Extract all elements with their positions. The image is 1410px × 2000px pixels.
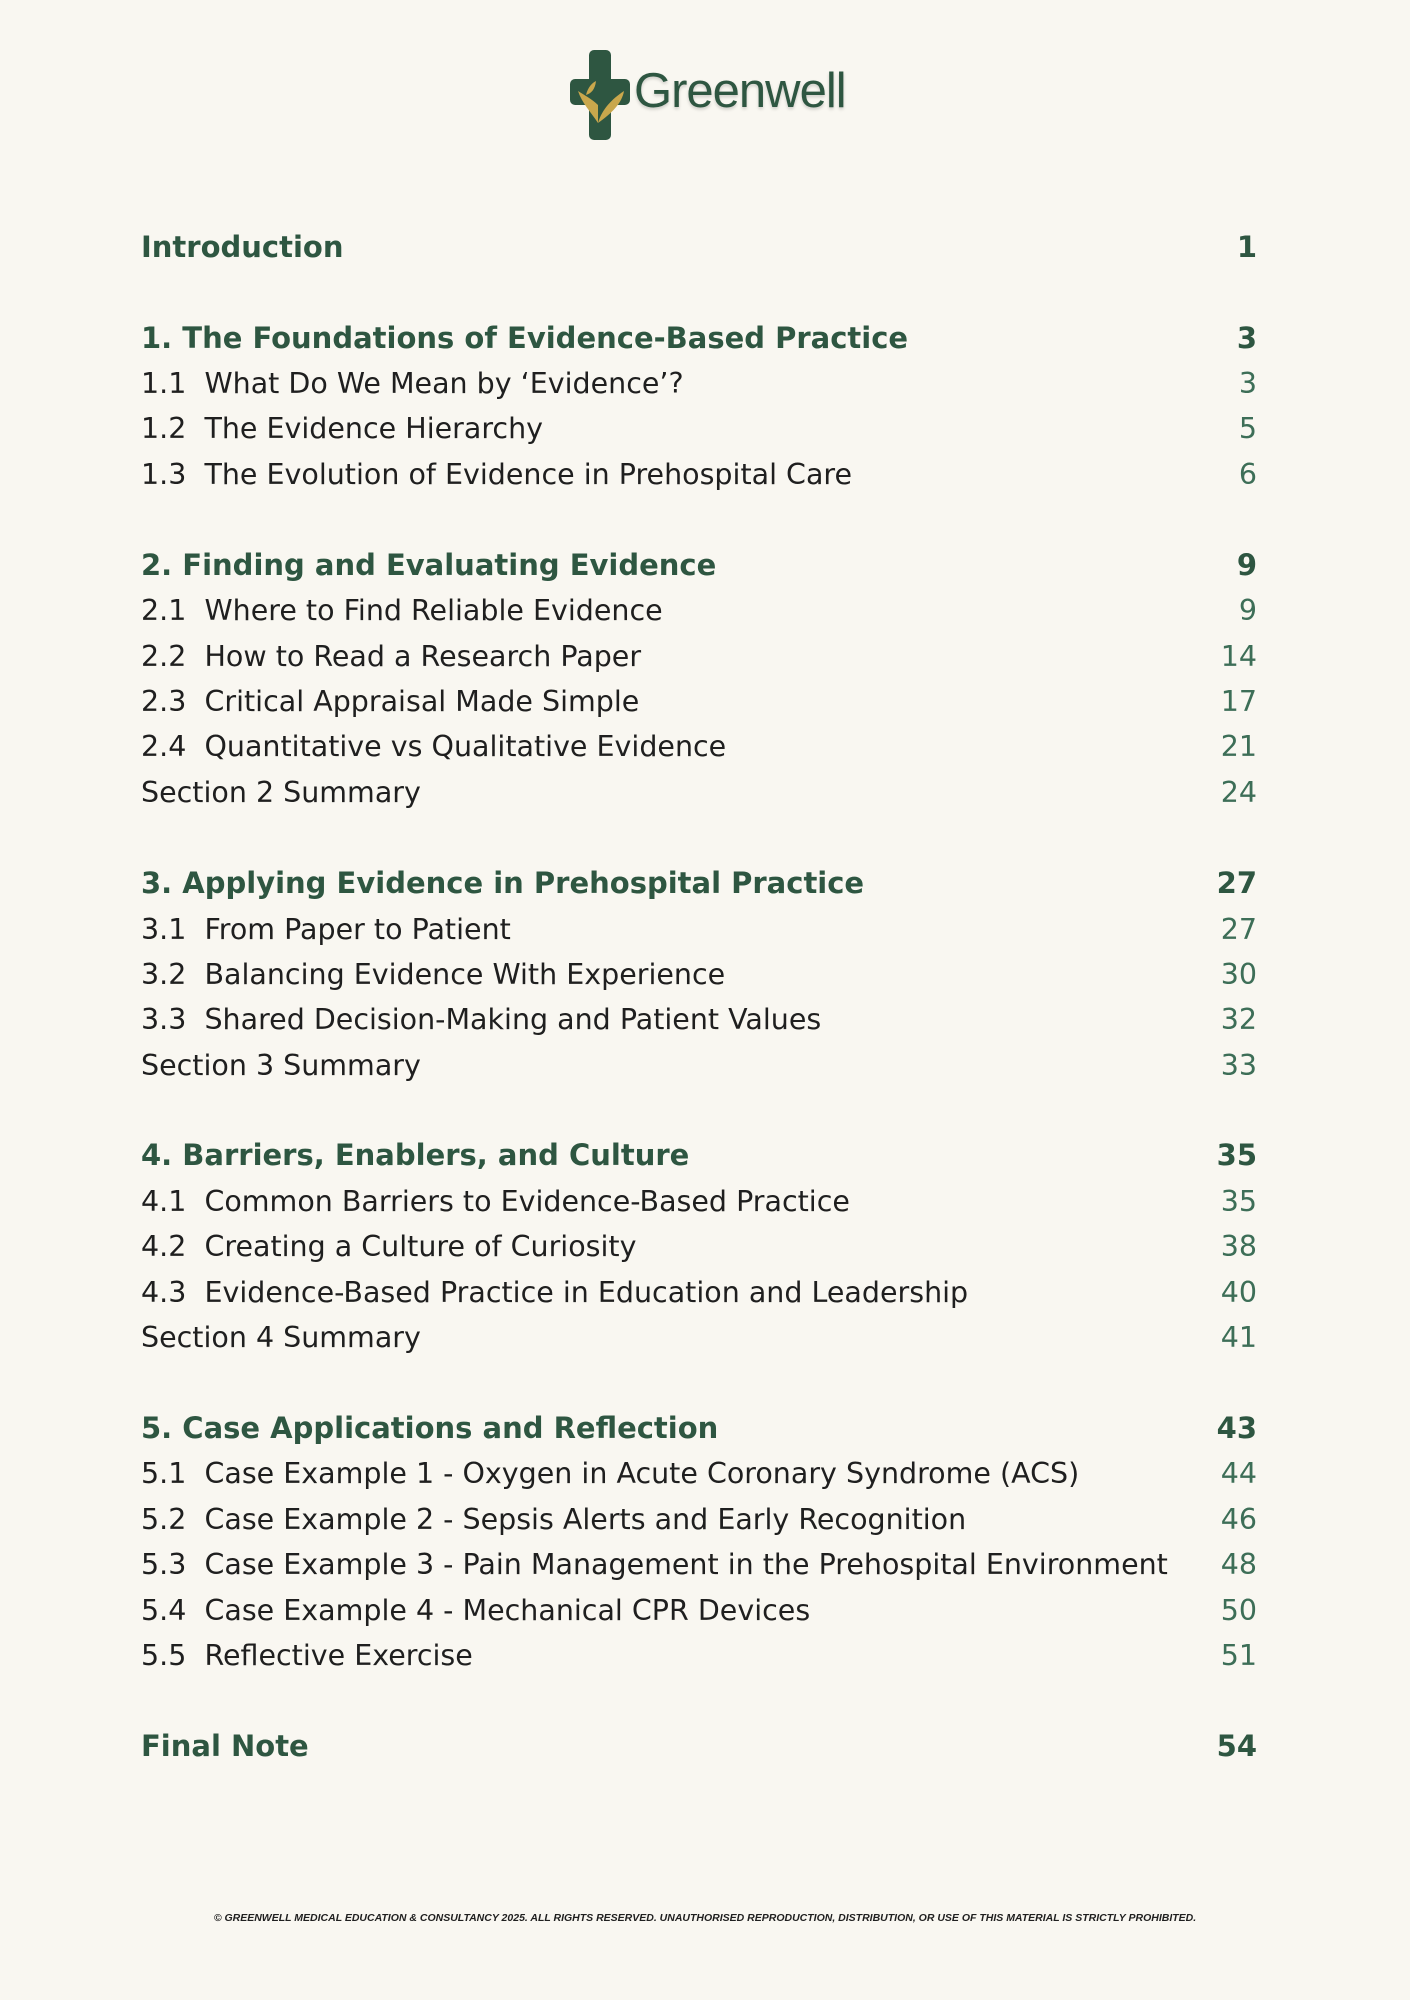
toc-entry-4-1[interactable] [141, 1179, 1257, 1223]
toc-page-number: 50 [1220, 1593, 1257, 1627]
toc-entry-5-1[interactable] [141, 1451, 1257, 1495]
toc-page-number: 27 [1220, 912, 1257, 946]
toc-entry-5-5[interactable] [141, 1633, 1257, 1677]
toc-heading-label: Introduction [141, 230, 344, 264]
toc-page-number: 3 [1238, 366, 1257, 400]
toc-entry-4-2[interactable] [141, 1224, 1257, 1268]
toc-heading-label: 4. Barriers, Enablers, and Culture [141, 1138, 690, 1172]
toc-page-number: 17 [1220, 684, 1257, 718]
toc-entry-label: Section 2 Summary [141, 775, 421, 809]
toc-summary-3[interactable] [141, 1043, 1257, 1087]
toc-entry-label: 1.1 What Do We Mean by ‘Evidence’? [141, 366, 684, 400]
toc-entry-3-3[interactable] [141, 997, 1257, 1041]
toc-page-number: 38 [1220, 1229, 1257, 1263]
toc-section-5[interactable] [141, 1406, 1257, 1450]
toc-entry-5-4[interactable] [141, 1588, 1257, 1632]
toc-entry-4-3[interactable] [141, 1270, 1257, 1314]
toc-page-number: 33 [1220, 1048, 1257, 1082]
toc-entry-label: 5.2 Case Example 2 - Sepsis Alerts and Early Recognition [141, 1502, 967, 1536]
toc-entry-label: 3.3 Shared Decision-Making and Patient Values [141, 1002, 822, 1036]
toc-page-number: 40 [1220, 1275, 1257, 1309]
toc-entry-label: 2.1 Where to Find Reliable Evidence [141, 593, 663, 627]
toc-entry-2-2[interactable] [141, 634, 1257, 678]
toc-page-number: 30 [1220, 957, 1257, 991]
toc-entry-label: 4.1 Common Barriers to Evidence-Based Practice [141, 1184, 850, 1218]
toc-page-number: 48 [1220, 1547, 1257, 1581]
toc-page-number: 46 [1220, 1502, 1257, 1536]
toc-entry-3-2[interactable] [141, 952, 1257, 996]
toc-page-number: 35 [1220, 1184, 1257, 1218]
toc-entry-1-2[interactable] [141, 406, 1257, 450]
toc-page-number: 27 [1216, 866, 1257, 900]
toc-entry-2-4[interactable] [141, 724, 1257, 768]
toc-section-2[interactable] [141, 543, 1257, 587]
toc-entry-3-1[interactable] [141, 907, 1257, 951]
toc-entry-5-3[interactable] [141, 1542, 1257, 1586]
toc-entry-label: 5.5 Reflective Exercise [141, 1638, 473, 1672]
copyright-footer: © GREENWELL MEDICAL EDUCATION & CONSULTANCY 2025. ALL RIGHTS RESERVED. UNAUTHORISED REPRODUCTION, DISTRIBUTION, OR USE OF THIS MATERIAL IS STRICTLY PROHIBITED. [213, 1912, 1197, 1924]
toc-entry-label: 1.3 The Evolution of Evidence in Prehospital Care [141, 457, 853, 491]
toc-page-number: 1 [1236, 230, 1257, 264]
toc-summary-2[interactable] [141, 770, 1257, 814]
toc-final-note[interactable] [141, 1724, 1257, 1768]
toc-page-number: 44 [1220, 1456, 1257, 1490]
toc-entry-1-3[interactable] [141, 452, 1257, 496]
toc-page-number: 51 [1220, 1638, 1257, 1672]
toc-section-4[interactable] [141, 1133, 1257, 1177]
toc-entry-label: 5.1 Case Example 1 - Oxygen in Acute Coronary Syndrome (ACS) [141, 1456, 1080, 1490]
toc-heading-label: Final Note [141, 1729, 309, 1763]
toc-entry-label: 5.4 Case Example 4 - Mechanical CPR Devices [141, 1593, 811, 1627]
toc-page-number: 32 [1220, 1002, 1257, 1036]
toc-entry-label: 4.2 Creating a Culture of Curiosity [141, 1229, 637, 1263]
toc-entry-5-2[interactable] [141, 1497, 1257, 1541]
toc-page-number: 24 [1220, 775, 1257, 809]
toc-entry-label: Section 4 Summary [141, 1320, 421, 1354]
toc-entry-2-1[interactable] [141, 588, 1257, 632]
brand-wordmark: Greenwell [634, 64, 846, 118]
toc-heading-label: 3. Applying Evidence in Prehospital Practice [141, 866, 865, 900]
toc-entry-label: 5.3 Case Example 3 - Pain Management in the Prehospital Environment [141, 1547, 1168, 1581]
toc-entry-2-3[interactable] [141, 679, 1257, 723]
toc-entry-label: 4.3 Evidence-Based Practice in Education and Leadership [141, 1275, 969, 1309]
toc-page-number: 9 [1238, 593, 1257, 627]
toc-heading-label: 2. Finding and Evaluating Evidence [141, 548, 717, 582]
toc-entry-label: 3.1 From Paper to Patient [141, 912, 511, 946]
toc-page-number: 9 [1236, 548, 1257, 582]
toc-entry-label: 2.2 How to Read a Research Paper [141, 639, 642, 673]
brand-logo [568, 47, 846, 143]
toc-page-number: 54 [1216, 1729, 1257, 1763]
toc-summary-4[interactable] [141, 1315, 1257, 1359]
toc-introduction[interactable] [141, 225, 1257, 269]
toc-entry-label: 2.4 Quantitative vs Qualitative Evidence [141, 729, 727, 763]
toc-section-1[interactable] [141, 316, 1257, 360]
cross-leaf-icon [568, 47, 632, 143]
toc-page-number: 5 [1238, 411, 1257, 445]
toc-page-number: 3 [1236, 321, 1257, 355]
toc-page-number: 35 [1216, 1138, 1257, 1172]
toc-entry-label: 2.3 Critical Appraisal Made Simple [141, 684, 640, 718]
toc-page-number: 21 [1220, 729, 1257, 763]
toc-page-number: 14 [1220, 639, 1257, 673]
toc-page-number: 41 [1220, 1320, 1257, 1354]
toc-page-number: 43 [1216, 1411, 1257, 1445]
toc-entry-label: 1.2 The Evidence Hierarchy [141, 411, 544, 445]
toc-heading-label: 5. Case Applications and Reflection [141, 1411, 719, 1445]
toc-entry-label: Section 3 Summary [141, 1048, 421, 1082]
toc-entry-1-1[interactable] [141, 361, 1257, 405]
toc-heading-label: 1. The Foundations of Evidence-Based Practice [141, 321, 909, 355]
toc-page-number: 6 [1238, 457, 1257, 491]
toc-entry-label: 3.2 Balancing Evidence With Experience [141, 957, 726, 991]
toc-section-3[interactable] [141, 861, 1257, 905]
